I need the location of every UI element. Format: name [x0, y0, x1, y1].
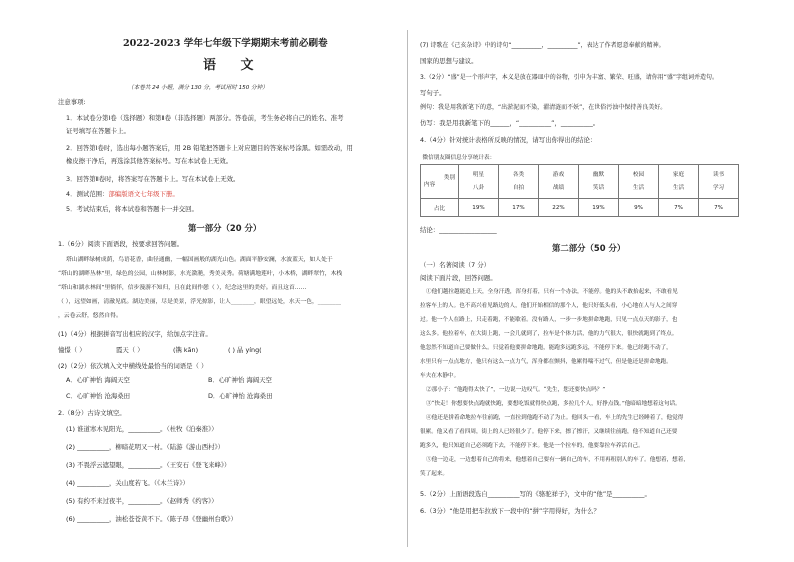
notes-heading: 注意事项: [58, 98, 86, 106]
exam-info: （本卷共 24 小题，满分 130 分，考试用时 150 分钟） [128, 85, 268, 91]
col-header: 游戏 战绩 [539, 165, 579, 199]
q1-intro: 1.（6分）阅读下面语段，按要求回答问题。 [58, 240, 184, 248]
scope-highlight: 部编版语文七年级下册。 [108, 190, 179, 198]
note-item: 3．回答第Ⅱ卷时，将答案写在答题卡上。写在本试卷上无效。 [66, 175, 240, 183]
option-d: D．心旷神怡 沧海桑田 [208, 392, 273, 400]
col-header: 幽默 笑话 [579, 165, 619, 199]
q2: 2.（8分）古诗文填空。 [58, 409, 126, 417]
reading-line: 很累。他又看了看四周，街上的人已经很少了。他停下来，擦了擦汗，又继续往前跑，他不知道自己还要 [420, 429, 678, 435]
reading-line: ③“快走！你想要快点跑就快跑，要想吃饭就得快点跑，多拉几个人，好挣点钱。”他暗暗地想着这句话。 [426, 401, 681, 407]
passage-line: “塔山和湖水林间”里徜徉，信步漫游不知归，且在此间作憩（ ），纪念这里的美好。而且这首…… [58, 285, 307, 291]
exam-subject: 语 文 [203, 58, 264, 73]
q1-1: (1)（4分）根据拼音写出相应的汉字，给加点字注音。 [58, 330, 212, 338]
note-item: 2．回答第Ⅰ卷时，选出每小题答案后，用 2B 铅笔把答题卡上对应题目的答案标号涂黑。如需改动，用 [66, 144, 353, 152]
passage-line: 塔山湖畔绿树成荫，鸟语花香，曲径通幽，一幅国画般的湖光山色。湖面平静安澜，水波蓝天，如人处于 [66, 257, 333, 263]
col-header: 家庭 生活 [659, 165, 699, 199]
passage-line: （ ），远望如画，清澈见底。湖边美丽，尽是美景，浮光掠影，让人________，眼望远处，水天一色，________ [58, 299, 341, 305]
passage-line: “塔山的湖畔丛林”里，绿色的公园，山林树影，水光潋滟，秀美灵秀。荷塘满地莲叶，小木桥，湖畔翠竹，木栈 [58, 271, 343, 277]
table-cell: 19% [579, 199, 619, 217]
option-a: A．心旷神怡 海阔天空 [66, 376, 130, 384]
corner-bottom: 内容 [424, 181, 436, 188]
note-item: 橡皮擦干净后，再选涂其他答案标号。写在本试卷上无效。 [66, 157, 233, 165]
reading-line: 过。他一个人在路上，只走着跑，不能歇着。没有路人，一步一步地拼命地跑，只见一点点天的影子，也 [420, 317, 678, 323]
poem-line: (3) 不畏浮云遮望眼，__________。（王安石《登飞来峰》） [66, 461, 231, 469]
reading-line: 拉客车上的人。也不高兴看见路边的人，他们开始相信的那个人，他只好低头看，小心地在人与人之间穿 [420, 303, 678, 309]
exam-title: 2022-2023 学年七年级下学期期末考前必刷卷 [123, 38, 328, 49]
col-header: 明星 八卦 [459, 165, 499, 199]
q5: 5.（2分）上面语段选自__________写的《骆驼祥子》，文中的“他”是__________。 [420, 490, 651, 498]
passage-line: ，云卷云舒，悠然自得。 [58, 313, 122, 319]
corner-top: 类别 [443, 174, 455, 181]
row-label: 占比 [421, 199, 459, 217]
table-cell: 22% [539, 199, 579, 217]
part1-heading: 第一部分（20 分） [188, 223, 262, 233]
q2-7: (7) 诗歌在《己亥杂诗》中的诗句“__________，__________”，表达了作者愿意奉献的精神。 [420, 42, 665, 49]
column-divider [407, 30, 408, 547]
note-item: 5．考试结束后，将本试卷和答题卡一并交回。 [66, 205, 198, 213]
reading-intro: 阅读下面片段，回答问题。 [420, 274, 497, 282]
left-column [58, 0, 398, 562]
note-item: 1．本试卷分第Ⅰ卷（选择题）和第Ⅱ卷（非选择题）两部分。答卷前，考生务必将自己的姓名、准考 [66, 114, 344, 122]
pinyin-item: ( ) 晶 yíng( [228, 346, 262, 354]
reading-heading: （一）名著阅读（7 分） [420, 261, 491, 269]
reading-line: ①他们越拉越能追上天，全身汗透，浑身打着，只有一个办法，不能停。他的头不敢抬起来，不敢看见 [426, 289, 678, 295]
note-item-scope [66, 190, 179, 198]
q4: 4.（4分）针对统计表格所反映的情况，请写出你得出的结论： [420, 136, 597, 144]
table-caption: 微信朋友圈信息分享统计表： [421, 150, 739, 165]
pinyin-item: (镌 kān) [173, 346, 199, 354]
q3-example: 例句：我是用我新笔下的意，“出淤泥而不染，濯清涟而不妖”，在世俗污浊中保持善良美好。 [420, 104, 667, 111]
q3: 3.（2分）“盛”是一个形声字，本义是放在器皿中的谷物，引申为丰富、繁荣、旺盛，请你用“盛”字组词并造句。 [420, 74, 718, 81]
poem-line: (6) __________，油松苍苍黄不下。（陈子昂《登幽州台歌》） [66, 515, 237, 523]
pinyin-item: 霞天（ ） [116, 346, 144, 354]
option-c: C．心旷神怡 沧海桑田 [66, 392, 131, 400]
poem-line: (4) __________，关山度若飞。（《木兰诗》） [66, 479, 189, 487]
pinyin-item: 憧憬（ ） [58, 346, 86, 354]
col-header: 各类 自拍 [499, 165, 539, 199]
reading-line: 这么多。他拉着车，在大街上跑，一会儿就到了，拉车是个体力活，他的力气很大，很快就跑到了终点。 [420, 331, 678, 337]
table-cell: 7% [699, 199, 739, 217]
reading-line: ④他还是拼着命地拉车往前跑，一直拉到他跑不动了为止。他回头一看，车上的先生已经睡着了，他觉得 [426, 415, 684, 421]
table-cell: 17% [499, 199, 539, 217]
right-column [420, 0, 766, 562]
note-item: 证号填写在答题卡上。 [66, 127, 130, 135]
reading-line: 他忽然不知道自己要做什么。只觉着他要拼命地跑，能跑多远跑多远，不能停下来。他已经跑不动了， [420, 345, 672, 351]
q2-7-cont: 国家的思想与建议。 [420, 57, 478, 65]
scope-label: 4．测试范围： [66, 190, 109, 198]
reading-line: ⑤他一边走，一边想着自己的将来，他想着自己要有一辆自己的车，不用再租别人的车了。他想着，想着， [426, 457, 689, 463]
q6: 6.（3分）“他是用把车拉放下一段中的“拼”字用得好，为什么？ [420, 507, 600, 515]
part2-heading: 第二部分（50 分） [552, 243, 626, 253]
q3-cont: 写句子。 [420, 89, 446, 97]
table-cell: 9% [619, 199, 659, 217]
table-cell: 7% [659, 199, 699, 217]
reading-line: ②那小子：“他跑得太快了”，一边说一边叹气。“先生，您还要快点吗？” [426, 387, 606, 393]
reading-line: 车夫在木静中。 [420, 373, 460, 379]
poem-line: (1) 谁道寒木见阳光，__________。（杜牧《泊秦淮》） [66, 425, 218, 433]
reading-line: 跑多久，他只知道自己必须跑下去，不能停下来。他是一个拉车的，他要靠拉车养活自己。 [420, 443, 644, 449]
col-header: 校园 生活 [619, 165, 659, 199]
q1-2: (2)（2分）依次填入文中横线处最恰当的词语是（ ） [58, 362, 208, 370]
table-corner [421, 165, 459, 199]
q3-blank[interactable]: 仿写：我是用我新笔下的______，“__________”，__________。 [420, 119, 600, 127]
reading-line: 笑了起来。 [420, 471, 448, 477]
reading-line: 水里只有一点点地方，他只有这么一点力气，浑身都在颤抖，他累得喘不过气，但是他还是拼命地跑。 [420, 359, 672, 365]
conclusion[interactable]: 结论：__________________ [420, 226, 497, 234]
poem-line: (5) 有约不来过夜半，__________。（赵师秀《约客》） [66, 497, 218, 505]
poem-line: (2) __________，柳暗花明又一村。（陆游《游山西村》） [66, 443, 225, 451]
share-table [420, 150, 739, 217]
option-b: B．心旷神怡 海阔天空 [208, 376, 272, 384]
table-cell: 19% [459, 199, 499, 217]
col-header: 读书 学习 [699, 165, 739, 199]
